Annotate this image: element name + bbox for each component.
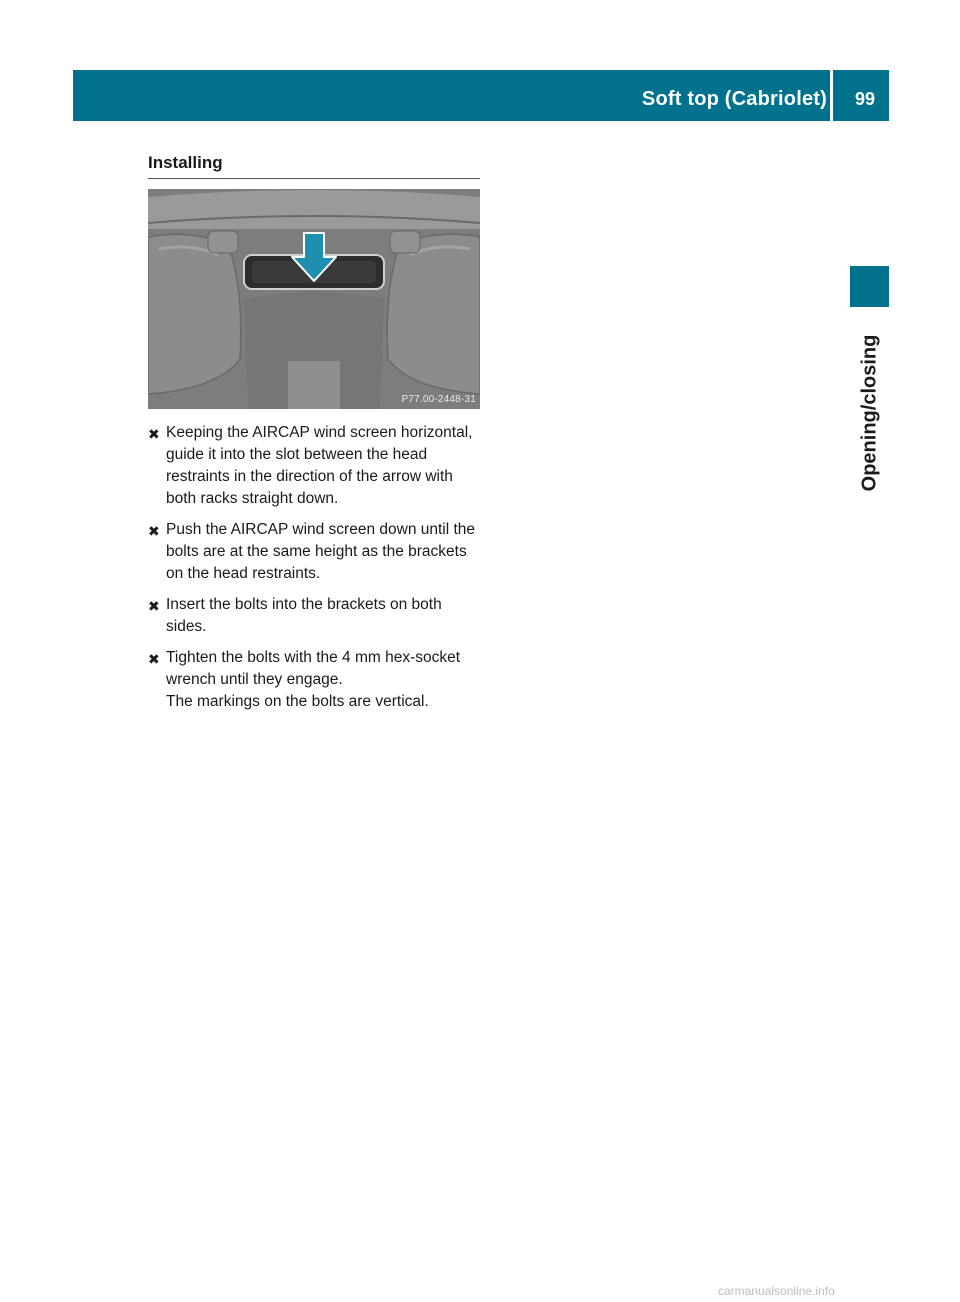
chapter-tab-marker [850,266,889,307]
heading-rule [148,178,480,179]
instruction-step [148,519,482,585]
section-heading: Installing [148,153,223,172]
illustration-graphic [148,189,480,409]
step-marker-icon: ✖ [148,523,160,539]
step-text: Push the AIRCAP wind screen down until the bolts are at the same height as the brackets on the head restraints. [166,521,476,582]
instruction-step [148,422,482,510]
step-marker-icon: ✖ [148,651,160,667]
instruction-steps [148,422,482,722]
header-section-title: Soft top (Cabriolet) [641,88,827,110]
watermark-url: carmanualsonline.info [718,1284,835,1298]
page-number: 99 [854,89,875,109]
step-result-note: The markings on the bolts are vertical. [166,693,429,710]
chapter-label-text: Opening/closing [858,334,880,492]
step-text: Tighten the bolts with the 4 mm hex-socket wrench until they engage. [166,649,461,688]
chapter-tab-label [850,318,889,508]
step-text: Insert the bolts into the brackets on both sides. [166,596,442,635]
page-header-bar [73,70,889,121]
step-marker-icon: ✖ [148,426,160,442]
instruction-step [148,647,482,713]
instruction-step [148,594,482,638]
step-marker-icon: ✖ [148,598,160,614]
aircap-installation-illustration [148,189,480,409]
step-text: Keeping the AIRCAP wind screen horizontal, guide it into the slot between the head restraints in the direction of the arrow with both racks straight down. [166,424,473,507]
header-divider [830,70,833,121]
figure-reference-code: P77.00-2448-31 [401,394,476,405]
